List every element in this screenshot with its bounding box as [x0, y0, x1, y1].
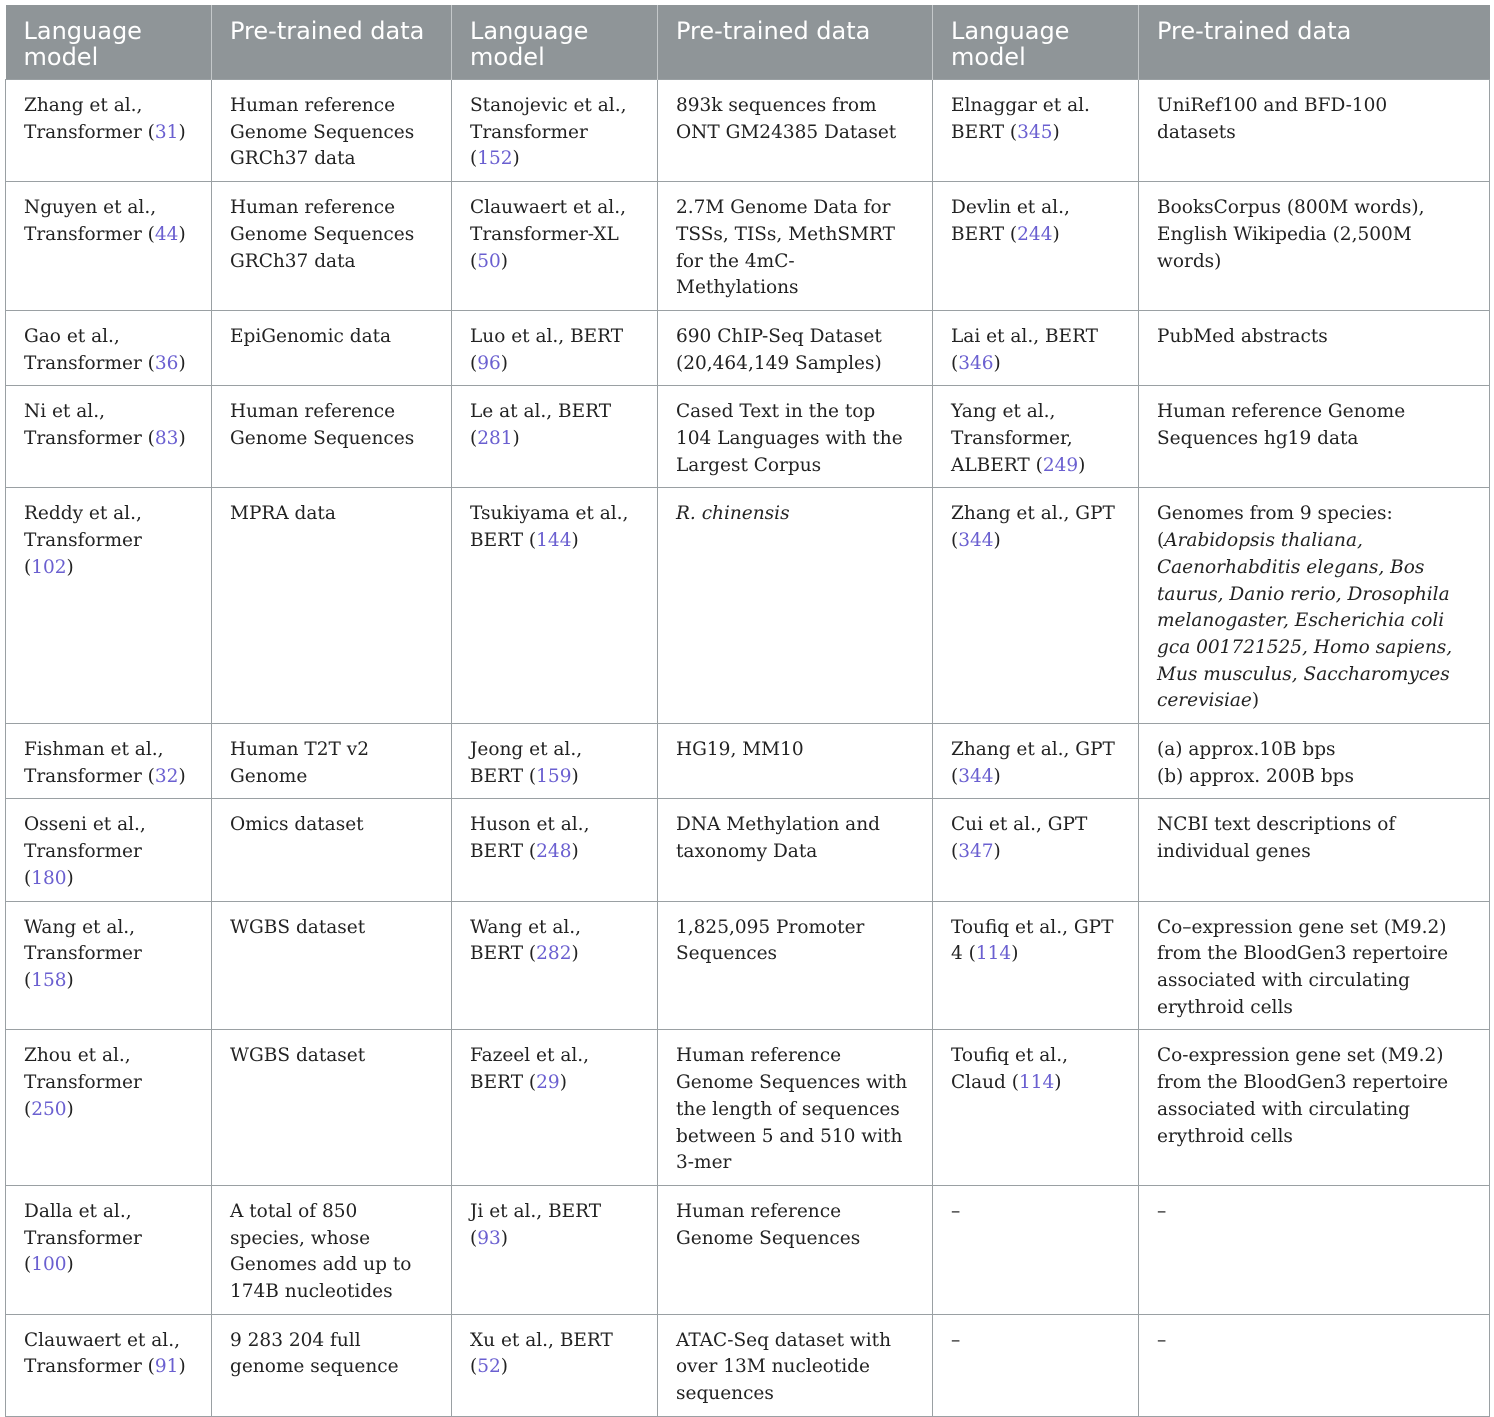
- data-cell: A total of 850 species, whose Genomes add up to 174B nucleotides: [212, 1185, 452, 1314]
- data-cell: 893k sequences from ONT GM24385 Dataset: [658, 80, 933, 182]
- data-cell: EpiGenomic data: [212, 310, 452, 385]
- model-cell: Stanojevic et al., Transformer (152): [452, 80, 658, 182]
- reference-link[interactable]: 96: [477, 352, 501, 374]
- model-cell: Huson et al., BERT (248): [452, 799, 658, 901]
- reference-link[interactable]: 91: [154, 1356, 179, 1378]
- reference-link[interactable]: 158: [31, 969, 67, 991]
- reference-link[interactable]: 344: [958, 530, 994, 552]
- table-row: [6, 1185, 1490, 1314]
- model-cell: Osseni et al., Transformer (180): [6, 799, 212, 901]
- data-cell: Co–expression gene set (M9.2) from the BloodGen3 repertoire associated with circulating erythroid cells: [1139, 901, 1490, 1030]
- data-cell: 2.7M Genome Data for TSSs, TISs, MethSMRT for the 4mC-Methylations: [658, 182, 933, 311]
- reference-link[interactable]: 102: [31, 556, 67, 578]
- data-cell: (a) approx.10B bps (b) approx. 200B bps: [1139, 724, 1490, 799]
- model-cell: Elnaggar et al. BERT (345): [933, 80, 1139, 182]
- reference-link[interactable]: 346: [958, 352, 994, 374]
- reference-link[interactable]: 244: [1017, 223, 1053, 245]
- reference-link[interactable]: 32: [154, 765, 179, 787]
- data-cell: 690 ChIP-Seq Dataset (20,464,149 Samples): [658, 310, 933, 385]
- model-cell: Zhang et al., GPT (344): [933, 488, 1139, 724]
- reference-link[interactable]: 50: [477, 250, 501, 272]
- model-cell: Jeong et al., BERT (159): [452, 724, 658, 799]
- table-row: [6, 80, 1490, 182]
- data-cell: MPRA data: [212, 488, 452, 724]
- reference-link[interactable]: 249: [1042, 454, 1079, 476]
- model-cell: Nguyen et al., Transformer (44): [6, 182, 212, 311]
- model-cell: Ni et al., Transformer (83): [6, 386, 212, 488]
- data-cell: WGBS dataset: [212, 901, 452, 1030]
- data-cell: Genomes from 9 species: (Arabidopsis thaliana, Caenorhabditis elegans, Bos taurus, Danio rerio, Drosophila melanogaster, Escherichia coli gca 001721525, Homo sapiens, Mus musculus, Saccharomyces cerevisiae): [1139, 488, 1490, 724]
- model-cell: Yang et al., Transformer, ALBERT (249): [933, 386, 1139, 488]
- reference-link[interactable]: 347: [958, 841, 994, 863]
- model-cell: Reddy et al., Transformer (102): [6, 488, 212, 724]
- data-cell: PubMed abstracts: [1139, 310, 1490, 385]
- reference-link[interactable]: 248: [536, 841, 572, 863]
- header-language-model-3: Language model: [933, 5, 1139, 80]
- reference-link[interactable]: 282: [536, 943, 572, 965]
- table-row: [6, 799, 1490, 901]
- model-cell: –: [933, 1185, 1139, 1314]
- model-cell: Zhang et al., Transformer (31): [6, 80, 212, 182]
- model-cell: Ji et al., BERT (93): [452, 1185, 658, 1314]
- data-cell: Human reference Genome Sequences GRCh37 data: [212, 80, 452, 182]
- model-cell: Toufiq et al., Claud (114): [933, 1030, 1139, 1186]
- data-cell: UniRef100 and BFD-100 datasets: [1139, 80, 1490, 182]
- table-row: [6, 310, 1490, 385]
- reference-link[interactable]: 114: [975, 943, 1012, 965]
- model-cell: Cui et al., GPT (347): [933, 799, 1139, 901]
- data-cell: BooksCorpus (800M words), English Wikipedia (2,500M words): [1139, 182, 1490, 311]
- model-cell: Le at al., BERT (281): [452, 386, 658, 488]
- table-row: [6, 182, 1490, 311]
- reference-link[interactable]: 93: [477, 1227, 501, 1249]
- header-row: [6, 5, 1490, 80]
- reference-link[interactable]: 31: [154, 121, 179, 143]
- model-cell: Xu et al., BERT (52): [452, 1314, 658, 1416]
- language-model-table: [5, 5, 1490, 1417]
- table-row: [6, 488, 1490, 724]
- data-cell: Human T2T v2 Genome: [212, 724, 452, 799]
- data-cell: Human reference Genome Sequences with the length of sequences between 5 and 510 with 3-mer: [658, 1030, 933, 1186]
- reference-link[interactable]: 100: [31, 1254, 67, 1276]
- table-row: [6, 386, 1490, 488]
- table-row: [6, 1030, 1490, 1186]
- model-cell: Tsukiyama et al., BERT (144): [452, 488, 658, 724]
- table-container: [5, 5, 1489, 1417]
- reference-link[interactable]: 250: [31, 1098, 67, 1120]
- data-cell: NCBI text descriptions of individual genes: [1139, 799, 1490, 901]
- data-cell: WGBS dataset: [212, 1030, 452, 1186]
- data-cell: Human reference Genome Sequences: [658, 1185, 933, 1314]
- data-cell: –: [1139, 1185, 1490, 1314]
- reference-link[interactable]: 180: [31, 867, 67, 889]
- data-cell: R. chinensis: [658, 488, 933, 724]
- reference-link[interactable]: 159: [536, 765, 572, 787]
- model-cell: Zhou et al., Transformer (250): [6, 1030, 212, 1186]
- reference-link[interactable]: 345: [1017, 121, 1053, 143]
- model-cell: Devlin et al., BERT (244): [933, 182, 1139, 311]
- data-cell: ATAC-Seq dataset with over 13M nucleotide sequences: [658, 1314, 933, 1416]
- model-cell: Toufiq et al., GPT 4 (114): [933, 901, 1139, 1030]
- data-cell: Co-expression gene set (M9.2) from the BloodGen3 repertoire associated with circulating erythroid cells: [1139, 1030, 1490, 1186]
- reference-link[interactable]: 36: [154, 352, 179, 374]
- model-cell: Wang et al., Transformer (158): [6, 901, 212, 1030]
- table-row: [6, 1314, 1490, 1416]
- reference-link[interactable]: 144: [536, 530, 572, 552]
- model-cell: Gao et al., Transformer (36): [6, 310, 212, 385]
- reference-link[interactable]: 114: [1018, 1072, 1055, 1094]
- header-language-model-1: Language model: [6, 5, 212, 80]
- model-cell: Clauwaert et al., Transformer-XL (50): [452, 182, 658, 311]
- reference-link[interactable]: 152: [477, 148, 513, 170]
- data-cell: Human reference Genome Sequences GRCh37 data: [212, 182, 452, 311]
- data-cell: DNA Methylation and taxonomy Data: [658, 799, 933, 901]
- data-cell: 1,825,095 Promoter Sequences: [658, 901, 933, 1030]
- model-cell: Lai et al., BERT (346): [933, 310, 1139, 385]
- table-row: [6, 901, 1490, 1030]
- reference-link[interactable]: 344: [958, 765, 994, 787]
- reference-link[interactable]: 52: [477, 1356, 501, 1378]
- reference-link[interactable]: 29: [536, 1072, 560, 1094]
- model-cell: Clauwaert et al., Transformer (91): [6, 1314, 212, 1416]
- model-cell: –: [933, 1314, 1139, 1416]
- reference-link[interactable]: 281: [477, 428, 513, 450]
- data-cell: Human reference Genome Sequences: [212, 386, 452, 488]
- data-cell: Human reference Genome Sequences hg19 data: [1139, 386, 1490, 488]
- model-cell: Luo et al., BERT (96): [452, 310, 658, 385]
- data-cell: Cased Text in the top 104 Languages with the Largest Corpus: [658, 386, 933, 488]
- header-pretrained-data-3: Pre-trained data: [1139, 5, 1490, 80]
- model-cell: Fishman et al., Transformer (32): [6, 724, 212, 799]
- header-pretrained-data-2: Pre-trained data: [658, 5, 933, 80]
- header-pretrained-data-1: Pre-trained data: [212, 5, 452, 80]
- data-cell: Omics dataset: [212, 799, 452, 901]
- model-cell: Dalla et al., Transformer (100): [6, 1185, 212, 1314]
- model-cell: Fazeel et al., BERT (29): [452, 1030, 658, 1186]
- header-language-model-2: Language model: [452, 5, 658, 80]
- data-cell: 9 283 204 full genome sequence: [212, 1314, 452, 1416]
- model-cell: Zhang et al., GPT (344): [933, 724, 1139, 799]
- data-cell: HG19, MM10: [658, 724, 933, 799]
- model-cell: Wang et al., BERT (282): [452, 901, 658, 1030]
- reference-link[interactable]: 44: [154, 223, 179, 245]
- reference-link[interactable]: 83: [154, 428, 179, 450]
- data-cell: –: [1139, 1314, 1490, 1416]
- table-row: [6, 724, 1490, 799]
